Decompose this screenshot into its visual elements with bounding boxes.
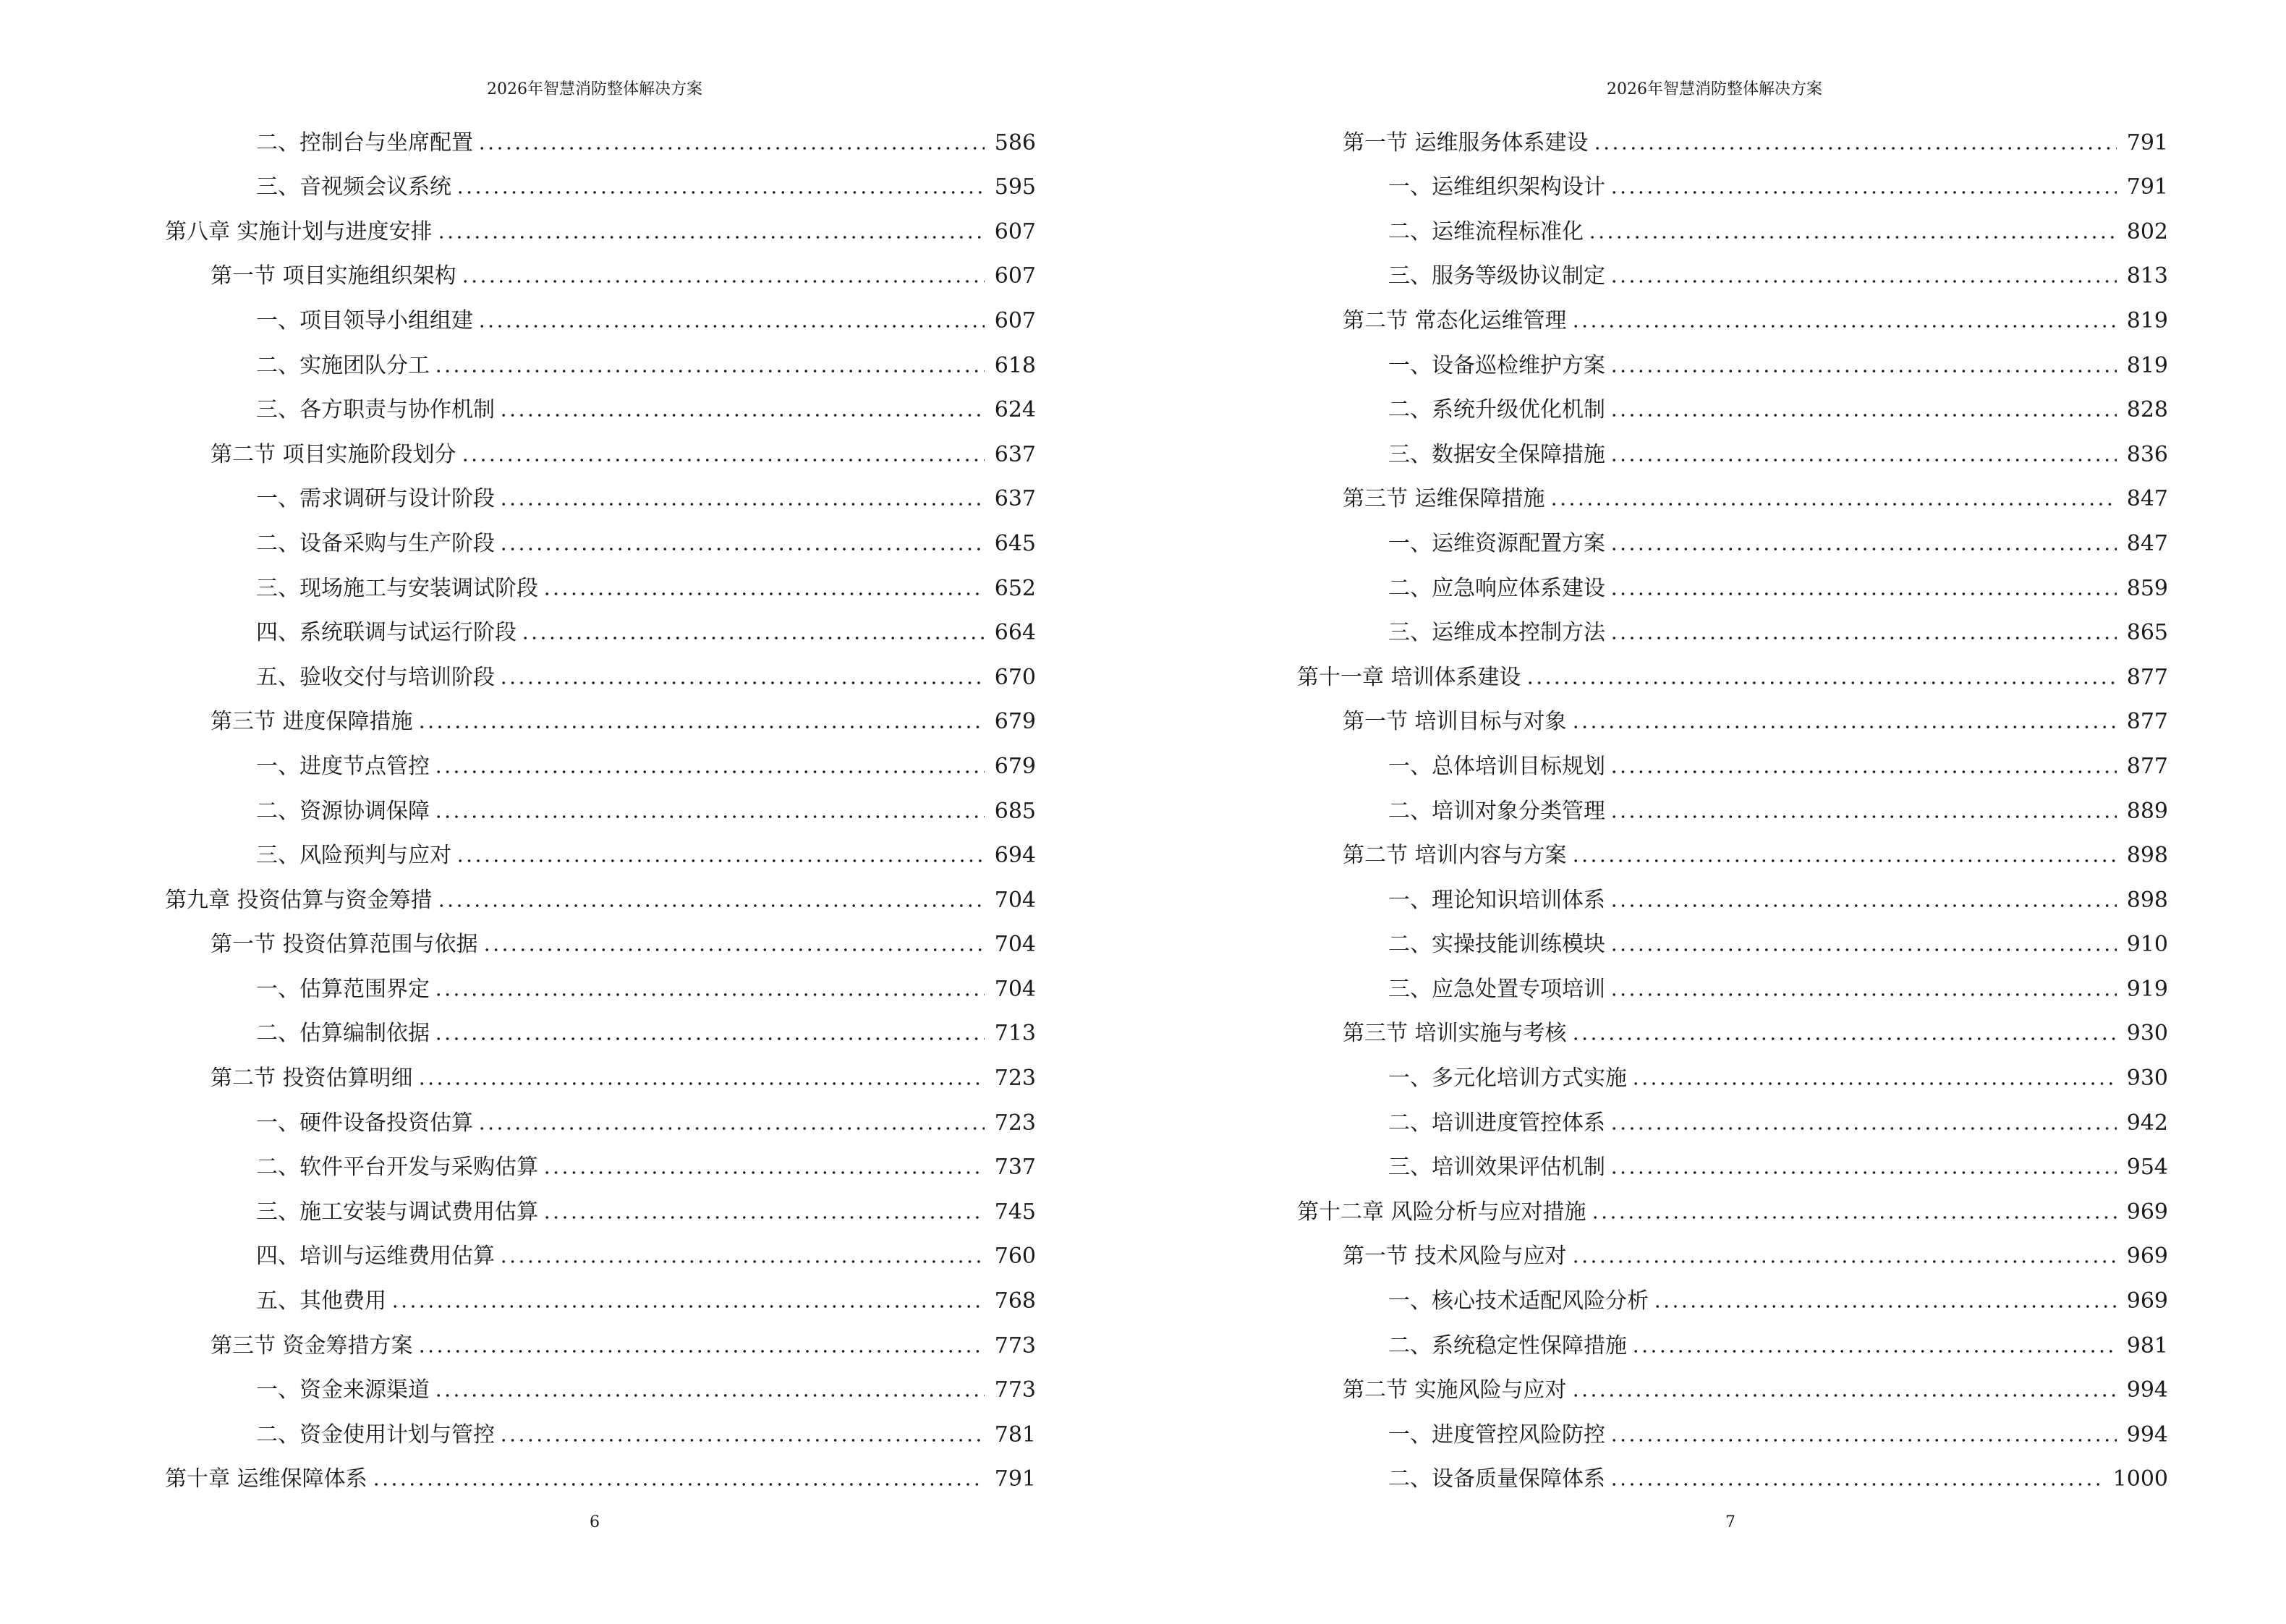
toc-entry-title: 三、风险预判与应对 <box>256 843 451 869</box>
dot-leader <box>456 859 985 863</box>
dot-leader <box>499 413 985 417</box>
toc-entry-title: 第十二章 风险分析与应对措施 <box>1297 1199 1586 1225</box>
toc-entry-page: 969 <box>2126 1243 2168 1270</box>
toc-entry-title: 第一节 项目实施组织架构 <box>211 263 456 289</box>
dot-leader <box>499 1259 985 1264</box>
toc-entry-title: 第一节 投资估算范围与依据 <box>211 932 478 958</box>
toc-section-entry[interactable] <box>1297 113 2168 158</box>
toc-entry-title: 一、多元化培训方式实施 <box>1388 1066 1627 1092</box>
toc-entry-title: 一、资金来源渠道 <box>256 1377 430 1403</box>
toc-entry-title: 二、实操技能训练模块 <box>1388 932 1605 958</box>
toc-section-entry[interactable] <box>1297 1361 2168 1406</box>
dot-leader <box>1610 1126 2117 1131</box>
toc-entry-page: 1000 <box>2112 1466 2168 1492</box>
toc-entry-page: 773 <box>994 1377 1036 1403</box>
toc-item-entry[interactable] <box>1297 1093 2168 1138</box>
toc-section-entry[interactable] <box>1297 692 2168 737</box>
toc-entry-page: 919 <box>2126 976 2168 1002</box>
toc-entry-title: 一、估算范围界定 <box>256 976 430 1002</box>
toc-item-entry[interactable] <box>165 826 1036 871</box>
toc-entry-title: 第二节 培训内容与方案 <box>1343 843 1567 869</box>
toc-item-entry[interactable] <box>1297 1316 2168 1361</box>
toc-entry-title: 三、应急处置专项培训 <box>1388 976 1605 1002</box>
page-header: 2026年智慧消防整体解决方案 <box>1607 80 1822 98</box>
toc-entry-title: 三、运维成本控制方法 <box>1388 620 1605 646</box>
dot-leader <box>437 904 985 908</box>
toc-item-entry[interactable] <box>165 558 1036 603</box>
toc-entry-page: 685 <box>994 798 1036 824</box>
toc-item-entry[interactable] <box>165 603 1036 648</box>
toc-entry-page: 981 <box>2126 1332 2168 1359</box>
dot-leader <box>1610 815 2117 819</box>
toc-entry-page: 768 <box>994 1288 1036 1314</box>
dot-leader <box>1610 413 2117 417</box>
dot-leader <box>1610 770 2117 774</box>
toc-chapter-entry[interactable] <box>165 202 1036 247</box>
toc-item-entry[interactable] <box>165 1182 1036 1227</box>
toc-entry-title: 二、培训对象分类管理 <box>1388 798 1605 824</box>
dot-leader <box>543 592 985 596</box>
toc-entry-page: 813 <box>2126 263 2168 289</box>
dot-leader <box>1610 279 2117 284</box>
toc-item-entry[interactable] <box>165 158 1036 203</box>
dot-leader <box>477 1126 985 1131</box>
toc-item-entry[interactable] <box>165 736 1036 781</box>
dot-leader <box>437 235 985 239</box>
toc-item-entry[interactable] <box>165 1138 1036 1183</box>
dot-leader <box>1610 904 2117 908</box>
toc-entry-page: 877 <box>2126 664 2168 690</box>
toc-item-entry[interactable] <box>1297 603 2168 648</box>
toc-entry-title: 第一节 运维服务体系建设 <box>1343 129 1589 156</box>
dot-leader <box>1610 458 2117 462</box>
toc-section-entry[interactable] <box>165 915 1036 960</box>
toc-section-entry[interactable] <box>165 425 1036 469</box>
dot-leader <box>434 770 985 774</box>
toc-entry-page: 637 <box>994 486 1036 512</box>
toc-item-entry[interactable] <box>1297 1271 2168 1316</box>
toc-entry-title: 二、控制台与坐席配置 <box>256 129 473 156</box>
toc-section-entry[interactable] <box>165 247 1036 292</box>
dot-leader <box>1550 502 2117 506</box>
toc-entry-page: 819 <box>2126 352 2168 378</box>
toc-entry-title: 二、估算编制依据 <box>256 1021 430 1047</box>
toc-entry-title: 一、总体培训目标规划 <box>1388 753 1605 779</box>
toc-entry-page: 791 <box>2126 129 2168 156</box>
dot-leader <box>417 725 985 729</box>
toc-entry-title: 第十章 运维保障体系 <box>165 1466 367 1492</box>
toc-section-entry[interactable] <box>1297 469 2168 514</box>
toc-entry-title: 四、系统联调与试运行阶段 <box>256 620 517 646</box>
toc-item-entry[interactable] <box>1297 336 2168 381</box>
toc-item-entry[interactable] <box>165 1271 1036 1316</box>
toc-entry-page: 836 <box>2126 441 2168 467</box>
toc-entry-page: 877 <box>2126 753 2168 779</box>
toc-item-entry[interactable] <box>165 469 1036 514</box>
toc-entry-title: 第二节 常态化运维管理 <box>1343 307 1567 333</box>
toc-entry-title: 一、运维资源配置方案 <box>1388 530 1605 556</box>
toc-entry-page: 607 <box>994 263 1036 289</box>
toc-entry-page: 865 <box>2126 620 2168 646</box>
toc-item-entry[interactable] <box>1297 736 2168 781</box>
toc-entry-page: 607 <box>994 307 1036 333</box>
dot-leader <box>1571 859 2117 863</box>
toc-entry-title: 二、资源协调保障 <box>256 798 430 824</box>
toc-entry-page: 954 <box>2126 1155 2168 1181</box>
toc-item-entry[interactable] <box>1297 870 2168 915</box>
toc-item-entry[interactable] <box>165 1405 1036 1450</box>
toc-entry-page: 586 <box>994 129 1036 156</box>
toc-entry-page: 652 <box>994 575 1036 601</box>
toc-item-entry[interactable] <box>1297 1405 2168 1450</box>
toc-entry-title: 二、应急响应体系建设 <box>1388 575 1605 601</box>
toc-entry-title: 一、项目领导小组组建 <box>256 307 473 333</box>
dot-leader <box>477 324 985 328</box>
toc-entry-page: 969 <box>2126 1288 2168 1314</box>
dot-leader <box>1631 1081 2117 1086</box>
toc-entry-page: 713 <box>994 1021 1036 1047</box>
toc-entry-title: 第三节 资金筹措方案 <box>211 1332 413 1359</box>
dot-leader <box>1653 1304 2117 1309</box>
toc-item-entry[interactable] <box>1297 1048 2168 1093</box>
page-number: 6 <box>590 1513 600 1531</box>
toc-entry-page: 637 <box>994 441 1036 467</box>
dot-leader <box>543 1215 985 1220</box>
dot-leader <box>434 369 985 373</box>
toc-item-entry[interactable] <box>165 647 1036 692</box>
toc-chapter-entry[interactable] <box>1297 647 2168 692</box>
toc-chapter-entry[interactable] <box>165 870 1036 915</box>
toc-entry-page: 898 <box>2126 887 2168 913</box>
dot-leader <box>1571 1393 2117 1398</box>
dot-leader <box>1610 1438 2117 1442</box>
toc-entry-page: 877 <box>2126 709 2168 735</box>
toc-entry-title: 二、系统升级优化机制 <box>1388 397 1605 423</box>
toc-entry-page: 670 <box>994 664 1036 690</box>
toc-entry-title: 二、设备采购与生产阶段 <box>256 530 495 556</box>
toc-entry-title: 第八章 实施计划与进度安排 <box>165 218 433 245</box>
toc-entry-title: 第二节 投资估算明细 <box>211 1066 413 1092</box>
toc-item-entry[interactable] <box>1297 247 2168 292</box>
toc-entry-title: 三、各方职责与协作机制 <box>256 397 495 423</box>
dot-leader <box>499 547 985 551</box>
dot-leader <box>1610 948 2117 952</box>
toc-item-entry[interactable] <box>1297 915 2168 960</box>
dot-leader <box>461 458 985 462</box>
toc-entry-page: 828 <box>2126 397 2168 423</box>
dot-leader <box>417 1349 985 1353</box>
toc-section-entry[interactable] <box>1297 1227 2168 1272</box>
toc-entry-page: 704 <box>994 976 1036 1002</box>
toc-item-entry[interactable] <box>165 1361 1036 1406</box>
right-page <box>1143 0 2286 1624</box>
dot-leader <box>461 279 985 284</box>
dot-leader <box>1610 592 2117 596</box>
toc-entry-page: 694 <box>994 843 1036 869</box>
toc-entry-title: 二、资金使用计划与管控 <box>256 1421 495 1447</box>
toc-entry-page: 791 <box>2126 174 2168 200</box>
toc-entry-page: 994 <box>2126 1421 2168 1447</box>
toc-entry-page: 910 <box>2126 932 2168 958</box>
dot-leader <box>499 681 985 685</box>
toc-entry-page: 624 <box>994 397 1036 423</box>
toc-entry-title: 第一节 培训目标与对象 <box>1343 709 1567 735</box>
dot-leader <box>477 146 985 150</box>
dot-leader <box>434 815 985 819</box>
dot-leader <box>1571 1037 2117 1041</box>
toc-entry-title: 三、培训效果评估机制 <box>1388 1155 1605 1181</box>
toc-entry-page: 704 <box>994 932 1036 958</box>
toc-entry-page: 859 <box>2126 575 2168 601</box>
page-header: 2026年智慧消防整体解决方案 <box>487 80 702 98</box>
dot-leader <box>434 1037 985 1041</box>
toc-item-entry[interactable] <box>1297 202 2168 247</box>
dot-leader <box>1610 369 2117 373</box>
toc-item-entry[interactable] <box>1297 158 2168 203</box>
toc-chapter-entry[interactable] <box>165 1450 1036 1495</box>
toc-entry-title: 二、软件平台开发与采购估算 <box>256 1155 538 1181</box>
dot-leader <box>1610 547 2117 551</box>
dot-leader <box>456 190 985 195</box>
toc-section-entry[interactable] <box>165 1048 1036 1093</box>
dot-leader <box>1591 1215 2117 1220</box>
toc-section-entry[interactable] <box>165 1316 1036 1361</box>
toc-entry-title: 二、培训进度管控体系 <box>1388 1110 1605 1136</box>
toc-section-entry[interactable] <box>1297 826 2168 871</box>
toc-entry-page: 819 <box>2126 307 2168 333</box>
toc-entry-page: 802 <box>2126 218 2168 245</box>
dot-leader <box>372 1482 985 1487</box>
toc-entry-page: 745 <box>994 1199 1036 1225</box>
dot-leader <box>1610 1170 2117 1175</box>
toc-item-entry[interactable] <box>165 781 1036 826</box>
toc-item-entry[interactable] <box>165 959 1036 1004</box>
toc-entry-page: 723 <box>994 1110 1036 1136</box>
dot-leader <box>499 502 985 506</box>
dot-leader <box>1631 1349 2117 1353</box>
toc-item-entry[interactable] <box>165 113 1036 158</box>
dot-leader <box>434 992 985 997</box>
toc-entry-title: 第二节 实施风险与应对 <box>1343 1377 1567 1403</box>
dot-leader <box>434 1393 985 1398</box>
toc-entry-page: 791 <box>994 1466 1036 1492</box>
toc-entry-title: 二、系统稳定性保障措施 <box>1388 1332 1627 1359</box>
toc-entry-title: 一、设备巡检维护方案 <box>1388 352 1605 378</box>
toc-entry-page: 847 <box>2126 530 2168 556</box>
toc-entry-page: 889 <box>2126 798 2168 824</box>
toc-entry-page: 969 <box>2126 1199 2168 1225</box>
toc-entry-page: 704 <box>994 887 1036 913</box>
dot-leader <box>1610 992 2117 997</box>
dot-leader <box>417 1081 985 1086</box>
dot-leader <box>1588 235 2117 239</box>
toc-entry-page: 781 <box>994 1421 1036 1447</box>
dot-leader <box>521 636 985 640</box>
dot-leader <box>1571 725 2117 729</box>
toc-item-entry[interactable] <box>1297 959 2168 1004</box>
toc-item-entry[interactable] <box>165 1093 1036 1138</box>
toc-entry-title: 二、运维流程标准化 <box>1388 218 1584 245</box>
toc-item-entry[interactable] <box>165 1227 1036 1272</box>
toc-entry-page: 994 <box>2126 1377 2168 1403</box>
toc-item-entry[interactable] <box>1297 1450 2168 1495</box>
toc-entry-title: 三、音视频会议系统 <box>256 174 451 200</box>
toc-item-entry[interactable] <box>1297 425 2168 469</box>
toc-item-entry[interactable] <box>1297 781 2168 826</box>
toc-entry-page: 847 <box>2126 486 2168 512</box>
toc-item-entry[interactable] <box>165 514 1036 558</box>
dot-leader <box>1593 146 2117 150</box>
toc-item-entry[interactable] <box>165 336 1036 381</box>
toc-section-entry[interactable] <box>1297 1004 2168 1049</box>
toc-entry-page: 679 <box>994 753 1036 779</box>
toc-item-entry[interactable] <box>1297 558 2168 603</box>
toc-entry-title: 五、验收交付与培训阶段 <box>256 664 495 690</box>
toc-entry-title: 四、培训与运维费用估算 <box>256 1243 495 1270</box>
toc-entry-title: 第三节 培训实施与考核 <box>1343 1021 1567 1047</box>
toc-entry-title: 三、现场施工与安装调试阶段 <box>256 575 538 601</box>
toc-entry-title: 第二节 项目实施阶段划分 <box>211 441 456 467</box>
toc-chapter-entry[interactable] <box>1297 1182 2168 1227</box>
dot-leader <box>1610 636 2117 640</box>
toc-item-entry[interactable] <box>165 1004 1036 1049</box>
toc-item-entry[interactable] <box>1297 514 2168 558</box>
dot-leader <box>483 948 985 952</box>
dot-leader <box>1571 324 2117 328</box>
toc-entry-page: 760 <box>994 1243 1036 1270</box>
toc-entry-page: 645 <box>994 530 1036 556</box>
toc-entry-title: 一、理论知识培训体系 <box>1388 887 1605 913</box>
toc-section-entry[interactable] <box>165 692 1036 737</box>
toc-entry-title: 一、运维组织架构设计 <box>1388 174 1605 200</box>
toc-entry-title: 三、施工安装与调试费用估算 <box>256 1199 538 1225</box>
toc-entry-title: 一、进度节点管控 <box>256 753 430 779</box>
toc-entry-title: 第九章 投资估算与资金筹措 <box>165 887 433 913</box>
dot-leader <box>499 1438 985 1442</box>
toc-entry-page: 942 <box>2126 1110 2168 1136</box>
toc-entry-title: 一、需求调研与设计阶段 <box>256 486 495 512</box>
toc-entry-page: 607 <box>994 218 1036 245</box>
toc-entry-title: 一、进度管控风险防控 <box>1388 1421 1605 1447</box>
toc-entry-page: 723 <box>994 1066 1036 1092</box>
toc-entry-title: 五、其他费用 <box>256 1288 386 1314</box>
toc-entry-title: 一、核心技术适配风险分析 <box>1388 1288 1649 1314</box>
toc-item-entry[interactable] <box>165 291 1036 336</box>
toc-item-entry[interactable] <box>1297 381 2168 425</box>
toc-entry-page: 898 <box>2126 843 2168 869</box>
toc-entry-page: 930 <box>2126 1021 2168 1047</box>
dot-leader <box>1610 190 2117 195</box>
toc-entry-title: 三、服务等级协议制定 <box>1388 263 1605 289</box>
toc-entry-title: 第一节 技术风险与应对 <box>1343 1243 1567 1270</box>
toc-entry-title: 二、实施团队分工 <box>256 352 430 378</box>
toc-entry-title: 二、设备质量保障体系 <box>1388 1466 1605 1492</box>
toc-entry-page: 595 <box>994 174 1036 200</box>
dot-leader <box>1571 1259 2117 1264</box>
toc-entry-title: 一、硬件设备投资估算 <box>256 1110 473 1136</box>
toc-entry-page: 930 <box>2126 1066 2168 1092</box>
toc-entry-title: 第三节 进度保障措施 <box>211 709 413 735</box>
toc-entry-page: 664 <box>994 620 1036 646</box>
toc-item-entry[interactable] <box>165 381 1036 425</box>
dot-leader <box>1526 681 2117 685</box>
dot-leader <box>1610 1482 2103 1487</box>
toc-entry-page: 737 <box>994 1155 1036 1181</box>
toc-entry-page: 773 <box>994 1332 1036 1359</box>
dot-leader <box>391 1304 985 1309</box>
toc-entry-page: 618 <box>994 352 1036 378</box>
toc-section-entry[interactable] <box>1297 291 2168 336</box>
table-of-contents <box>165 113 1036 1494</box>
dot-leader <box>543 1170 985 1175</box>
toc-entry-page: 679 <box>994 709 1036 735</box>
toc-entry-title: 三、数据安全保障措施 <box>1388 441 1605 467</box>
table-of-contents <box>1297 113 2168 1494</box>
toc-item-entry[interactable] <box>1297 1138 2168 1183</box>
toc-entry-title: 第三节 运维保障措施 <box>1343 486 1545 512</box>
toc-entry-title: 第十一章 培训体系建设 <box>1297 664 1521 690</box>
page-number: 7 <box>1725 1513 1735 1531</box>
